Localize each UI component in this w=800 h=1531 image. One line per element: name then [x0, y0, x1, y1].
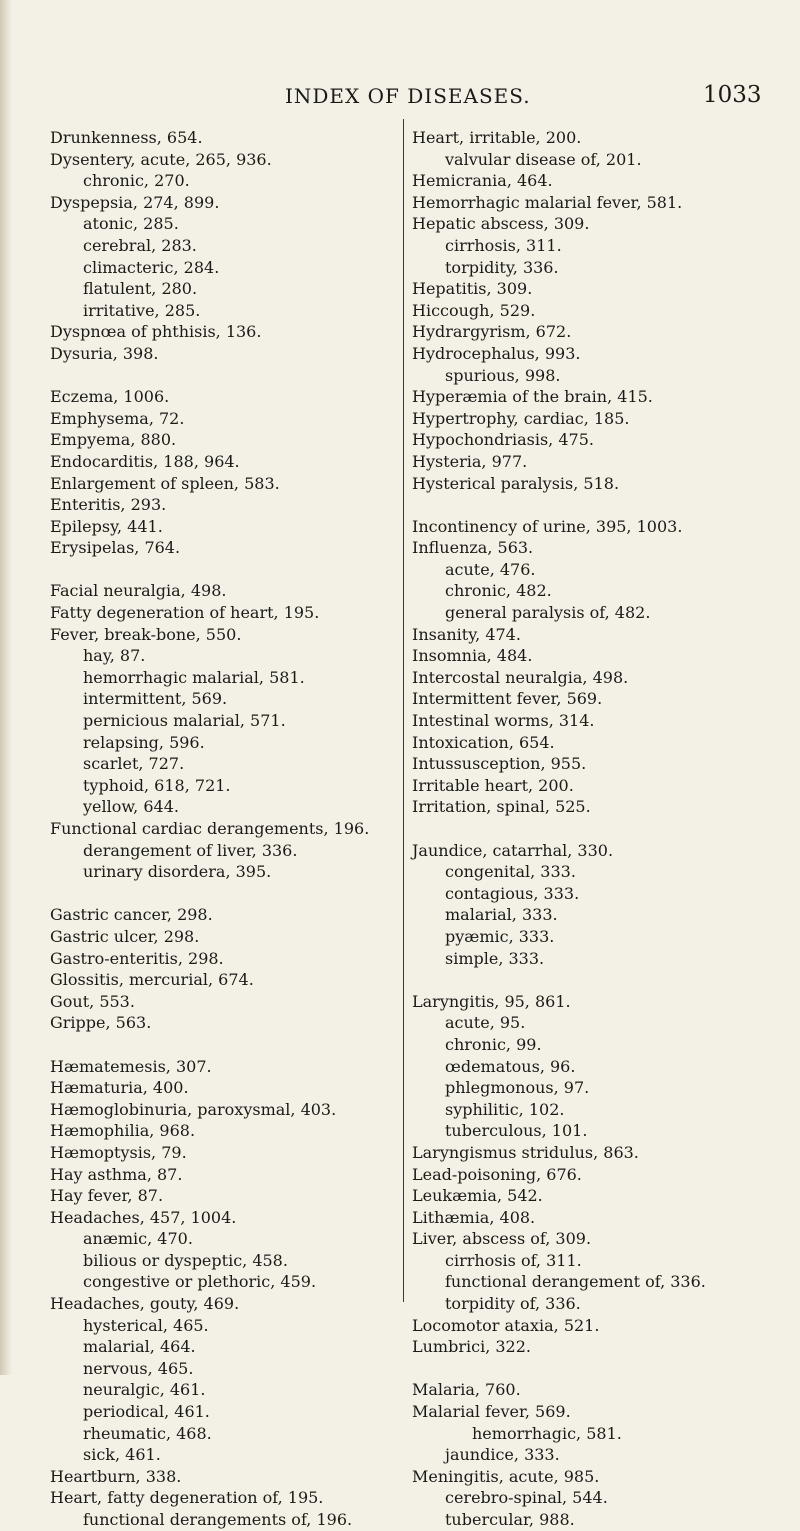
- index-entry: Heart, fatty degeneration of, 195.: [50, 1488, 324, 1508]
- index-entry: Fatty degeneration of heart, 195.: [50, 603, 320, 623]
- index-subentry: bilious or dyspeptic, 458.: [83, 1250, 288, 1270]
- index-subentry: chronic, 482.: [445, 581, 552, 601]
- index-subentry: yellow, 644.: [83, 797, 179, 817]
- index-entry: Irritation, spinal, 525.: [412, 797, 591, 817]
- index-subentry: typhoid, 618, 721.: [83, 775, 231, 795]
- index-subentry: functional derangements of, 196.: [83, 1510, 353, 1529]
- index-entry: Incontinency of urine, 395, 1003.: [412, 516, 683, 536]
- index-entry: Erysipelas, 764.: [50, 538, 181, 558]
- index-entry: Gout, 553.: [50, 991, 135, 1011]
- index-subentry: intermittent, 569.: [83, 689, 228, 709]
- index-entry: Heart, irritable, 200.: [412, 128, 582, 147]
- index-entry: Heartburn, 338.: [50, 1466, 182, 1486]
- index-subentry: periodical, 461.: [83, 1402, 210, 1422]
- index-entry: Gastric ulcer, 298.: [50, 926, 200, 946]
- index-subentry: hemorrhagic, 581.: [472, 1423, 622, 1443]
- index-subentry: neuralgic, 461.: [83, 1380, 206, 1400]
- index-entry: Hydrargyrism, 672.: [412, 322, 572, 342]
- index-subentry: chronic, 99.: [445, 1034, 542, 1054]
- section-gap: [412, 1358, 792, 1380]
- index-entry: Insomnia, 484.: [412, 646, 533, 666]
- index-entry: Dyspnœa of phthisis, 136.: [50, 322, 262, 342]
- index-subentry: rheumatic, 468.: [83, 1423, 212, 1443]
- index-entry: Epilepsy, 441.: [50, 516, 163, 536]
- index-entry: Hæmatemesis, 307.: [50, 1056, 212, 1076]
- index-entry: Liver, abscess of, 309.: [412, 1229, 592, 1249]
- index-entry: Hepatic abscess, 309.: [412, 214, 590, 234]
- index-entry: Leukæmia, 542.: [412, 1186, 543, 1206]
- section-gap: [50, 883, 390, 905]
- index-subentry: malarial, 333.: [445, 905, 558, 925]
- index-entry: Malarial fever, 569.: [412, 1402, 571, 1422]
- index-subentry: general paralysis of, 482.: [445, 603, 651, 623]
- index-entry: Endocarditis, 188, 964.: [50, 451, 240, 471]
- index-entry: Locomotor ataxia, 521.: [412, 1315, 600, 1335]
- index-subentry: derangement of liver, 336.: [83, 840, 298, 860]
- section-gap: [50, 365, 390, 387]
- index-entry: Jaundice, catarrhal, 330.: [412, 840, 614, 860]
- index-entry: Functional cardiac derangements, 196.: [50, 819, 370, 838]
- index-entry: Hypertrophy, cardiac, 185.: [412, 408, 630, 428]
- index-entry: Headaches, 457, 1004.: [50, 1207, 237, 1227]
- index-entry: Intermittent fever, 569.: [412, 689, 603, 709]
- index-entry: Insanity, 474.: [412, 624, 521, 644]
- index-subentry: valvular disease of, 201.: [445, 149, 642, 169]
- page-header: [0, 84, 800, 114]
- index-subentry: cerebro-spinal, 544.: [445, 1488, 608, 1508]
- index-entry: Hay fever, 87.: [50, 1186, 164, 1206]
- index-subentry: simple, 333.: [445, 948, 545, 968]
- index-subentry: relapsing, 596.: [83, 732, 205, 752]
- page-number: 1033: [703, 82, 762, 108]
- section-gap: [412, 969, 792, 991]
- index-subentry: spurious, 998.: [445, 365, 561, 385]
- index-subentry: urinary disordera, 395.: [83, 862, 272, 882]
- index-entry: Hæmophilia, 968.: [50, 1121, 196, 1141]
- section-gap: [50, 559, 390, 581]
- index-entry: Hysteria, 977.: [412, 451, 528, 471]
- index-subentry: cirrhosis, 311.: [445, 235, 562, 255]
- index-subentry: hay, 87.: [83, 646, 146, 666]
- index-subentry: œdematous, 96.: [445, 1056, 576, 1076]
- index-subentry: cirrhosis of, 311.: [445, 1250, 582, 1270]
- index-subentry: syphilitic, 102.: [445, 1099, 565, 1119]
- index-subentry: tubercular, 988.: [445, 1510, 575, 1529]
- index-entry: Hepatitis, 309.: [412, 279, 533, 299]
- index-entry: Hæmoglobinuria, paroxysmal, 403.: [50, 1099, 337, 1119]
- index-entry: Intestinal worms, 314.: [412, 711, 595, 731]
- index-entry: Gastro-enteritis, 298.: [50, 948, 224, 968]
- index-entry: Enlargement of spleen, 583.: [50, 473, 280, 493]
- index-entry: Empyema, 880.: [50, 430, 177, 450]
- index-subentry: anæmic, 470.: [83, 1229, 193, 1249]
- index-entry: Intercostal neuralgia, 498.: [412, 667, 629, 687]
- index-subentry: functional derangement of, 336.: [445, 1272, 706, 1292]
- index-entry: Lithæmia, 408.: [412, 1207, 536, 1227]
- index-subentry: climacteric, 284.: [83, 257, 220, 277]
- index-subentry: congenital, 333.: [445, 862, 576, 882]
- index-entry: Influenza, 563.: [412, 538, 534, 558]
- index-subentry: atonic, 285.: [83, 214, 179, 234]
- page-title: INDEX OF DISEASES.: [285, 84, 531, 108]
- index-entry: Hemorrhagic malarial fever, 581.: [412, 192, 683, 212]
- index-entry: Glossitis, mercurial, 674.: [50, 970, 254, 990]
- index-entry: Hyperæmia of the brain, 415.: [412, 387, 653, 407]
- index-entry: Hypochondriasis, 475.: [412, 430, 594, 450]
- index-entry: Hay asthma, 87.: [50, 1164, 183, 1184]
- index-entry: Headaches, gouty, 469.: [50, 1294, 240, 1314]
- index-subentry: irritative, 285.: [83, 300, 201, 320]
- index-entry: Gastric cancer, 298.: [50, 905, 213, 925]
- index-entry: Intussusception, 955.: [412, 754, 587, 774]
- index-column-left: [50, 127, 390, 1531]
- index-entry: Hysterical paralysis, 518.: [412, 473, 620, 493]
- index-entry: Drunkenness, 654.: [50, 128, 203, 147]
- index-subentry: flatulent, 280.: [83, 279, 198, 299]
- index-subentry: malarial, 464.: [83, 1337, 196, 1357]
- index-entry: Dyspepsia, 274, 899.: [50, 192, 220, 212]
- index-subentry: phlegmonous, 97.: [445, 1078, 590, 1098]
- index-entry: Facial neuralgia, 498.: [50, 581, 227, 601]
- index-entry: Laryngitis, 95, 861.: [412, 991, 571, 1011]
- index-subentry: sick, 461.: [83, 1445, 161, 1465]
- section-gap: [412, 818, 792, 840]
- index-entry: Hæmaturia, 400.: [50, 1078, 189, 1098]
- section-gap: [412, 494, 792, 516]
- index-subentry: pyæmic, 333.: [445, 926, 555, 946]
- index-entry: Dysuria, 398.: [50, 343, 159, 363]
- index-subentry: tuberculous, 101.: [445, 1121, 588, 1141]
- index-subentry: congestive or plethoric, 459.: [83, 1272, 317, 1292]
- index-entry: Dysentery, acute, 265, 936.: [50, 149, 272, 169]
- index-entry: Lead-poisoning, 676.: [412, 1164, 582, 1184]
- index-subentry: contagious, 333.: [445, 883, 580, 903]
- index-subentry: hemorrhagic malarial, 581.: [83, 667, 305, 687]
- section-gap: [50, 1034, 390, 1056]
- index-subentry: nervous, 465.: [83, 1358, 194, 1378]
- index-entry: Hiccough, 529.: [412, 300, 536, 320]
- index-subentry: torpidity, 336.: [445, 257, 559, 277]
- index-entry: Irritable heart, 200.: [412, 775, 574, 795]
- index-subentry: chronic, 270.: [83, 171, 190, 191]
- index-entry: Grippe, 563.: [50, 1013, 152, 1033]
- index-subentry: pernicious malarial, 571.: [83, 711, 286, 731]
- index-entry: Emphysema, 72.: [50, 408, 185, 428]
- index-entry: Meningitis, acute, 985.: [412, 1466, 600, 1486]
- index-entry: Hydrocephalus, 993.: [412, 343, 581, 363]
- index-entry: Fever, break-bone, 550.: [50, 624, 242, 644]
- index-entry: Hæmoptysis, 79.: [50, 1142, 187, 1162]
- index-entry: Intoxication, 654.: [412, 732, 555, 752]
- index-subentry: acute, 476.: [445, 559, 536, 579]
- index-subentry: cerebral, 283.: [83, 235, 197, 255]
- index-subentry: torpidity of, 336.: [445, 1294, 581, 1314]
- book-spine-edge: [0, 0, 12, 1375]
- index-entry: Lumbrici, 322.: [412, 1337, 531, 1357]
- index-subentry: hysterical, 465.: [83, 1315, 209, 1335]
- index-entry: Malaria, 760.: [412, 1380, 521, 1400]
- index-entry: Hemicrania, 464.: [412, 171, 553, 191]
- index-column-right: [403, 119, 792, 1529]
- index-entry: Laryngismus stridulus, 863.: [412, 1142, 639, 1162]
- index-subentry: acute, 95.: [445, 1013, 526, 1033]
- index-subentry: scarlet, 727.: [83, 754, 185, 774]
- index-entry: Eczema, 1006.: [50, 387, 170, 407]
- index-entry: Enteritis, 293.: [50, 495, 167, 515]
- index-subentry: jaundice, 333.: [445, 1445, 560, 1465]
